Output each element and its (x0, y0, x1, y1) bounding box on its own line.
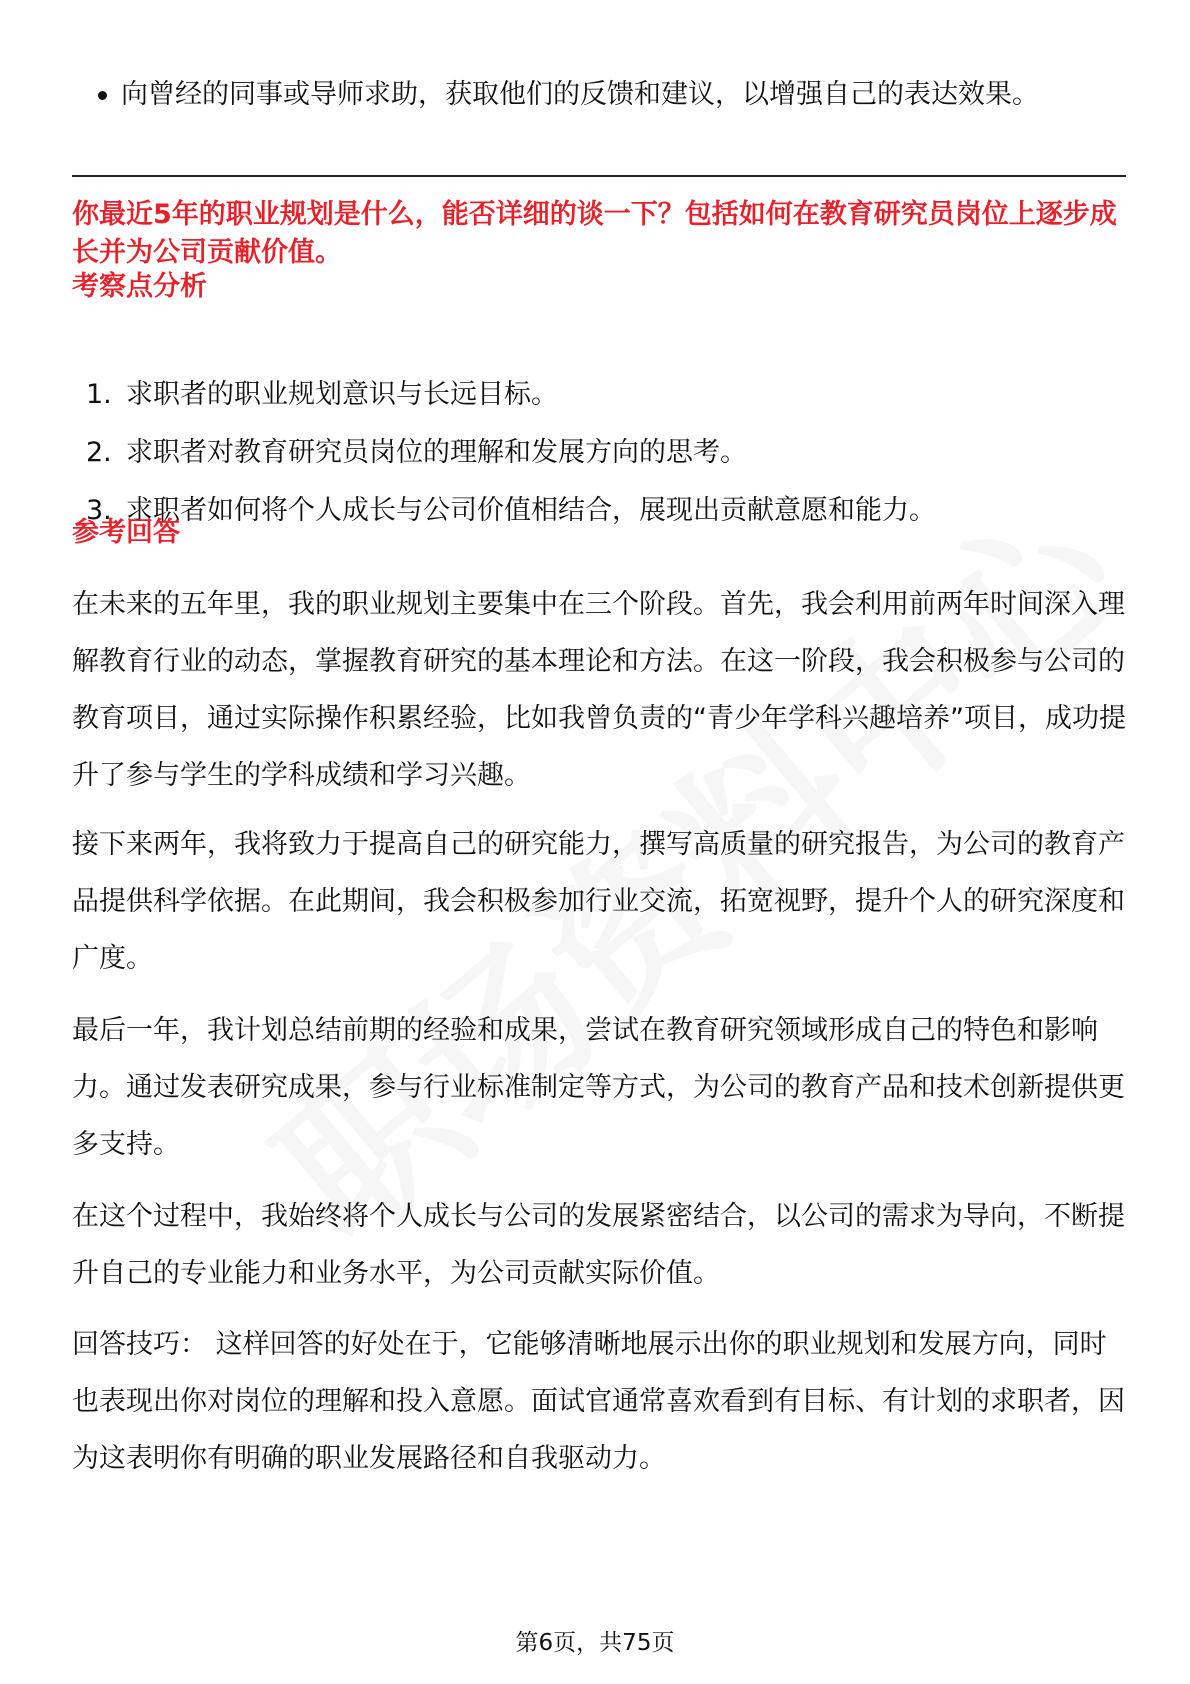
bullet-dot-icon (98, 91, 107, 100)
analysis-item-number: 2. (86, 437, 112, 468)
answer-paragraph: 在未来的五年里，我的职业规划主要集中在三个阶段。首先，我会利用前两年时间深入理解教育行业的动态，掌握教育研究的基本理论和方法。在这一阶段，我会积极参与公司的教育项目，通过实际操作积累经验，比如我曾负责的“青少年学科兴趣培养”项目，成功提升了参与学生的学科成绩和学习兴趣。 (72, 589, 1126, 791)
analysis-item-text: 求职者对教育研究员岗位的理解和发展方向的思考。 (126, 437, 747, 468)
question-heading: 你最近5年的职业规划是什么，能否详细的谈一下？包括如何在教育研究员岗位上逐步成长并为公司贡献价值。 (72, 199, 1117, 268)
bullet-text: 向曾经的同事或导师求助，获取他们的反馈和建议，以增强自己的表达效果。 (121, 79, 1039, 110)
analysis-item-text: 求职者如何将个人成长与公司价值相结合，展现出贡献意愿和能力。 (126, 495, 936, 526)
answer-paragraph: 接下来两年，我将致力于提高自己的研究能力，撰写高质量的研究报告，为公司的教育产品提供科学依据。在此期间，我会积极参加行业交流，拓宽视野，提升个人的研究深度和广度。 (72, 829, 1125, 974)
answer-paragraph: 最后一年，我计划总结前期的经验和成果，尝试在教育研究领域形成自己的特色和影响力。通过发表研究成果，参与行业标准制定等方式，为公司的教育产品和技术创新提供更多支持。 (72, 1015, 1125, 1160)
answer-paragraph: 在这个过程中，我始终将个人成长与公司的发展紧密结合，以公司的需求为导向，不断提升自己的专业能力和业务水平，为公司贡献实际价值。 (72, 1201, 1125, 1289)
analysis-list (86, 366, 1126, 540)
answer-title: 参考回答 (72, 517, 180, 548)
analysis-item (86, 424, 1126, 482)
answer-tips-paragraph: 回答技巧： 这样回答的好处在于，它能够清晰地展示出你的职业规划和发展方向，同时也表现出你对岗位的理解和投入意愿。面试官通常喜欢看到有目标、有计划的求职者，因为这表明你有明确的职业发展路径和自我驱动力。 (72, 1329, 1125, 1474)
analysis-item-text: 求职者的职业规划意识与长远目标。 (126, 379, 558, 410)
page-number: 第6页，共75页 (515, 1630, 675, 1656)
analysis-item (86, 366, 1126, 424)
analysis-item-number: 3. (86, 495, 112, 526)
bullet-list-item (98, 74, 1130, 116)
analysis-item (86, 482, 1126, 540)
section-divider (72, 175, 1126, 177)
analysis-item-number: 1. (86, 379, 112, 410)
analysis-title: 考察点分析 (72, 271, 207, 302)
